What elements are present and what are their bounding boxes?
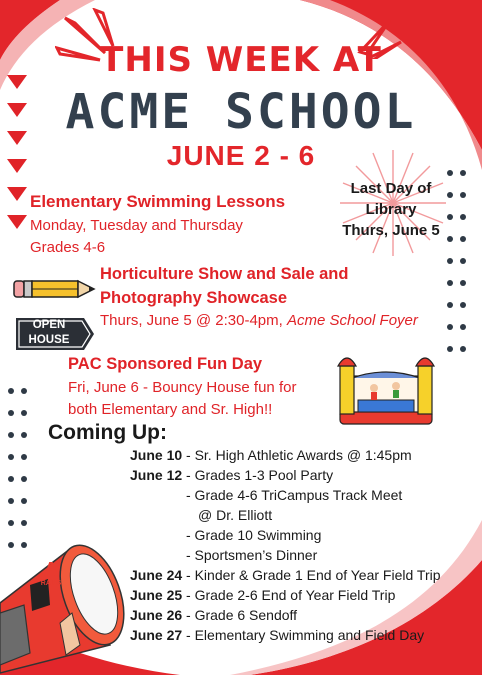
event-text: @ Dr. Elliott [198,507,273,523]
library-line-2: Library [365,201,417,218]
event-text: - Elementary Swimming and Field Day [182,627,425,643]
event-text: - Grade 10 Swimming [186,527,322,543]
event-date: June 26 [130,607,183,623]
megaphone-logo-letter: A [43,559,59,581]
pac-title: PAC Sponsored Fun Day [68,355,263,373]
event-text: - Sportsmen’s Dinner [186,547,318,563]
horticulture-location: Acme School Foyer [286,312,418,329]
event-date: June 10 [130,447,183,463]
event-row [198,505,272,525]
event-row [186,545,317,565]
event-row [130,465,333,485]
event-date: June 25 [130,587,183,603]
event-row [186,485,402,505]
megaphone-icon [0,505,135,675]
horticulture-title-line-1: Horticulture Show and Sale and [100,265,349,283]
pac-line-1: Fri, June 6 - Bouncy House fun for [68,379,297,396]
swimming-title: Elementary Swimming Lessons [30,192,286,211]
coming-up-heading: Coming Up: [48,421,167,444]
event-row [130,445,412,465]
event-row [130,585,395,605]
open-sign-line-1: OPEN [32,319,66,331]
pencil-icon [12,276,98,302]
open-sign-text [18,318,80,348]
bouncy-house-icon [336,348,436,426]
event-text: - Grade 6 Sendoff [182,607,298,623]
event-text: - Grade 4-6 TriCampus Track Meet [186,487,403,503]
horticulture-details [100,310,418,332]
megaphone-logo [36,560,66,588]
open-sign-line-2: HOUSE [28,334,70,346]
dot-grid-right [447,170,477,368]
header-school-name: ACME SCHOOL [65,84,417,140]
header-line-1: THIS WEEK AT [100,40,382,80]
event-row [130,605,297,625]
library-line-3: Thurs, June 5 [342,222,440,239]
header-dates: JUNE 2 - 6 [166,140,316,171]
event-row [130,565,441,585]
megaphone-logo-sub: RAMS [40,580,62,587]
library-line-1: Last Day of [350,180,432,197]
event-text: - Grade 2-6 End of Year Field Trip [182,587,396,603]
pac-line-2: both Elementary and Sr. High!! [68,401,273,418]
library-notice [332,178,450,241]
event-row [186,525,321,545]
horticulture-time: Thurs, June 5 @ 2:30-4pm, [100,312,287,329]
event-date: June 27 [130,627,183,643]
event-date: June 24 [130,567,183,583]
event-date: June 12 [130,467,183,483]
horticulture-title-line-2: Photography Showcase [100,289,288,307]
swimming-grades: Grades 4-6 [30,239,106,256]
event-row [130,625,424,645]
event-text: - Sr. High Athletic Awards @ 1:45pm [182,447,412,463]
swimming-days: Monday, Tuesday and Thursday [30,217,243,234]
event-text: - Kinder & Grade 1 End of Year Field Trip [182,567,441,583]
event-text: - Grades 1-3 Pool Party [182,467,334,483]
